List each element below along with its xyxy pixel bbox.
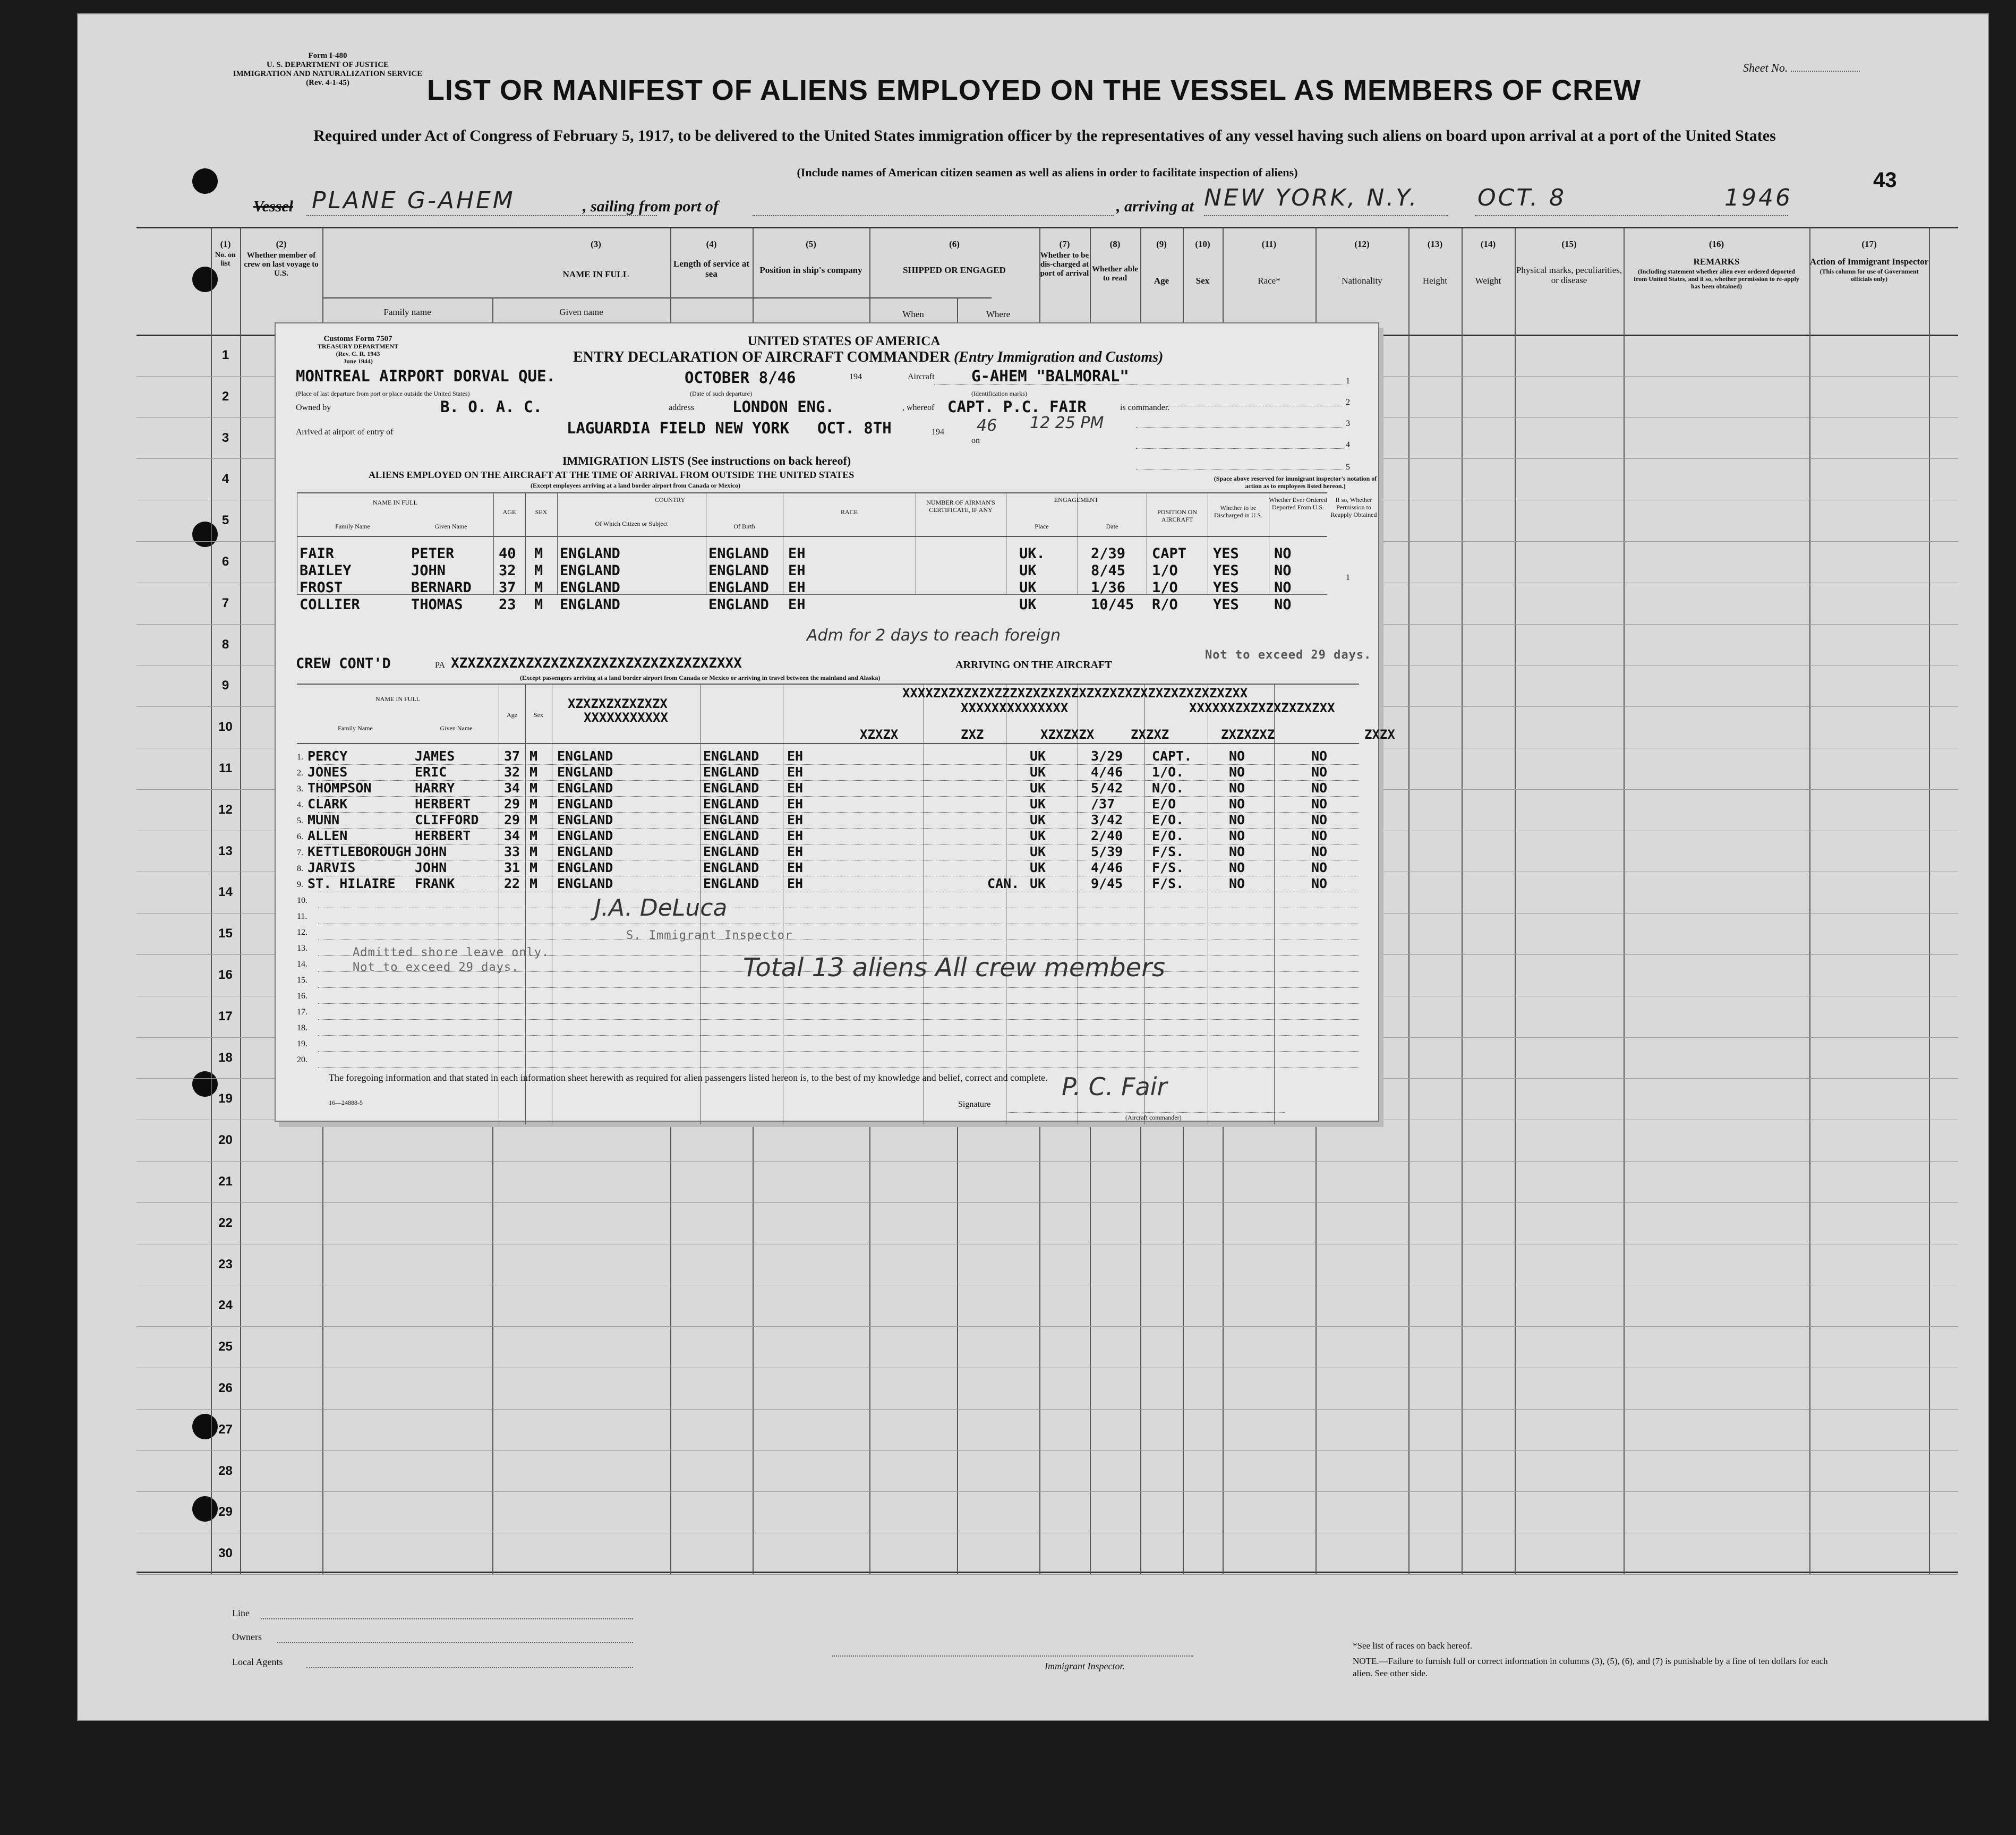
crew2-given: FRANK [415, 876, 455, 891]
crew1-race: EH [788, 596, 806, 613]
crew1-sex: M [534, 579, 543, 596]
crew2-row-number: 15. [297, 976, 307, 985]
certification-text: The foregoing information and that stated in each information sheet herewith as required for alien passengers listed hereon is, to the best of my knowledge and belief, correct and complete. [329, 1072, 1048, 1083]
footer-note: *See list of races on back hereof. NOTE.—Failure to furnish full or correct information in columns (3), (5), (6), and (7) is punishable by a fine of ten dollars for each alien. See other side. [1353, 1641, 1828, 1678]
col-4-header: (4) Length of service at sea [673, 239, 750, 279]
arrival-time: 12 25 PM [1030, 414, 1104, 432]
crew2-birth: ENGLAND [703, 796, 759, 812]
crew2-birth: ENGLAND [703, 860, 759, 875]
crew2-row-number: 3. [297, 784, 303, 793]
inspector-signature: J.A. DeLuca [594, 894, 728, 921]
form-title: LIST OR MANIFEST OF ALIENS EMPLOYED ON THE VESSEL AS MEMBERS OF CREW [426, 74, 1642, 106]
crew1-race: EH [788, 562, 806, 579]
owner-value: B. O. A. C. [440, 398, 543, 416]
crew2-c1: NO [1229, 876, 1245, 891]
crew1-sex: M [534, 562, 543, 579]
row-number: 9 [221, 678, 229, 693]
crew2-citizen: ENGLAND [557, 812, 613, 827]
when-header: When [902, 309, 924, 319]
arrival-date: OCT. 8TH [817, 419, 892, 437]
row-line [136, 1409, 1958, 1410]
crew2-row-number: 20. [297, 1055, 307, 1064]
sheet-number-label: Sheet No. [1743, 61, 1860, 75]
crew2-race: EH [787, 860, 804, 875]
crew2-race: EH [787, 812, 804, 827]
crew1-sex: M [534, 545, 543, 562]
crossed-line-5: XZXZXZXZXZXZX [568, 696, 668, 711]
where-header: Where [986, 309, 1011, 319]
crew2-c1: NO [1229, 748, 1245, 764]
crew2-family: JARVIS [307, 860, 356, 875]
crew2-given: JOHN [415, 860, 447, 875]
col-2-header: (2) Whether member of crew on last voyage to U.S. [244, 239, 319, 278]
stamp-shore-leave: Admitted shore leave only. [353, 946, 550, 959]
crew2-position: F/S. [1152, 860, 1184, 875]
crew2-age: 34 [504, 780, 520, 796]
arriving-value: NEW YORK, N.Y. [1204, 184, 1419, 211]
crew2-position: CAPT. [1152, 748, 1192, 764]
crew1-place: UK [1019, 579, 1037, 596]
crew2-age: 34 [504, 828, 520, 843]
crew2-family: THOMPSON [307, 780, 372, 796]
row-line [136, 1450, 1958, 1451]
row-line [136, 1161, 1958, 1162]
crew2-place: UK [1030, 796, 1046, 812]
crew2-sex: M [529, 780, 538, 796]
total-note: Total 13 aliens All crew members [743, 953, 1165, 983]
crew2-place: UK [1030, 860, 1046, 875]
aircraft-value: G-AHEM "BALMORAL" [971, 367, 1129, 385]
crew2-given: ERIC [415, 764, 447, 780]
crew2-c1: NO [1229, 828, 1245, 843]
crew2-row-number: 4. [297, 800, 303, 809]
crew2-citizen: ENGLAND [557, 764, 613, 780]
crew2-row-number: 17. [297, 1008, 307, 1017]
crew1-given: BERNARD [411, 579, 472, 596]
crossed-line-1: XZXZXZXZXZXZXZXZXZXZXZXZXZXZXZXZXXX [451, 655, 742, 671]
crew2-age: 29 [504, 812, 520, 827]
crew2-date: 4/46 [1091, 764, 1123, 780]
crew1-citizen: ENGLAND [560, 562, 620, 579]
col-1-header: (1) No. on list [215, 239, 236, 268]
crew2-c1: NO [1229, 764, 1245, 780]
crew2-date: 5/39 [1091, 844, 1123, 859]
crew2-race: EH [787, 764, 804, 780]
crew1-family: BAILEY [300, 562, 352, 579]
arrival-year-value: 1946 [1724, 184, 1792, 211]
col-6-header: (6) SHIPPED OR ENGAGED [903, 239, 1006, 275]
crew2-row-number: 12. [297, 928, 307, 937]
crew2-row-number: 6. [297, 832, 303, 841]
crew2-birth: ENGLAND [703, 876, 759, 891]
crew2-c1: NO [1229, 860, 1245, 875]
crew2-c2: NO [1311, 764, 1328, 780]
local-agents-label: Local Agents [232, 1657, 283, 1667]
row-number: 11 [218, 761, 233, 775]
crew2-age: 32 [504, 764, 520, 780]
crew2-row-line [318, 796, 1359, 797]
crew2-c2: NO [1311, 812, 1328, 827]
crew2-position: N/O. [1152, 780, 1184, 796]
row-number: 2 [221, 389, 229, 404]
crew2-row-line [318, 828, 1359, 829]
crew2-row-number: 9. [297, 880, 303, 889]
row-number: 6 [221, 554, 229, 569]
crew1-discharged: YES [1213, 562, 1239, 579]
crew2-row-number: 11. [297, 912, 307, 921]
page-number: 43 [1873, 168, 1897, 192]
punch-hole [192, 168, 218, 194]
owners-label: Owners [232, 1632, 262, 1642]
crew2-citizen: ENGLAND [557, 876, 613, 891]
crew2-c1: NO [1229, 780, 1245, 796]
crew2-extra: CAN. [987, 876, 1020, 891]
vessel-value: PLANE G-AHEM [312, 187, 515, 214]
row-number: 15 [218, 926, 233, 941]
row-number: 26 [218, 1380, 233, 1395]
crew1-deported: NO [1274, 545, 1292, 562]
row-number: 27 [218, 1422, 233, 1437]
crew2-row-number: 19. [297, 1039, 307, 1048]
crew2-c2: NO [1311, 844, 1328, 859]
crew2-place: UK [1030, 748, 1046, 764]
crew2-age: 31 [504, 860, 520, 875]
crew2-birth: ENGLAND [703, 844, 759, 859]
col-3-header: (3) NAME IN FULL [562, 239, 629, 279]
crew2-c1: NO [1229, 812, 1245, 827]
crew2-date: 2/40 [1091, 828, 1123, 843]
usa-header: UNITED STATES OF AMERICA [747, 334, 941, 348]
aliens-employed-title: ALIENS EMPLOYED ON THE AIRCRAFT AT THE TIME OF ARRIVAL FROM OUTSIDE THE UNITED STATES [369, 470, 855, 480]
col-11-header: (11) Race* [1258, 239, 1280, 286]
immigration-lists-title: IMMIGRATION LISTS (See instructions on back hereof) [562, 454, 851, 467]
row-number: 13 [218, 843, 233, 858]
crew2-row-line [318, 987, 1359, 988]
crew2-c2: NO [1311, 876, 1328, 891]
crew1-age: 23 [499, 596, 516, 613]
crew2-place: UK [1030, 876, 1046, 891]
crew2-row-number: 2. [297, 769, 303, 778]
row-number: 4 [221, 472, 229, 487]
crew1-age: 37 [499, 579, 516, 596]
commander-value: CAPT. P.C. FAIR [947, 398, 1087, 416]
crew2-row-number: 10. [297, 896, 307, 905]
entry-declaration-card: Customs Form 7507 TREASURY DEPARTMENT (Rev. C. R. 1943 June 1944) UNITED STATES OF AMERICA ENTRY DECLARATION OF AIRCRAFT COMMANDER (Entry Immigration and Customs) MONTREAL AIRPORT DORVAL QUE. OCTOBER 8/46 194 Aircraft G-AHEM "BALMORAL" (Place of last departure from port or place outside the United States) (Date of such departure) (Identification marks) Owned by B. O. A. C. address LONDON ENG. , whereof CAPT. P.C. FAIR is commander. Arrived at airport of entry of LAGUARDIA FIELD NEW YORK OCT. 8TH 194 46 on 12 25 PM IMMIGRATION LISTS (See instructions on back hereof) ALIENS EMPLOYED ON THE AIRCRAFT AT THE TIME OF ARRIVAL FROM OUTSIDE THE UNITED STATES (Except employees arriving at a land border airport from Canada or Mexico) 1 2 3 4 5 (Space above reserved for immigrant inspector's notation of action as to employees listed hereon.) NAME IN FULL Family Name Given Name AGE SEX COUNTRY Of Which Citizen or Subject Of Birth RACE NUMBER OF AIRMAN'S CERTIFICATE, IF ANY ENGAGEMENT Place Date POSITION ON AIRCRAFT Whether to be Discharged in U.S. Whether Ever Ordered Deported From U.S. If so, Whether Permission to Reapply Obtained FAIR PETER 40 M ENGLAND ENGLAND EH UK. 2/39 CAPT YES NO BAILEY JOHN 32 M ENGLAND ENGLAND EH UK 8/45 1/O YES NO FROST BERNARD 37 M ENGLAND ENGLAND EH UK 1/36 1/O YES NO COLLIER THOMAS 23 M ENGLAND ENGLAND EH UK 10/45 R/O YES NO 1 Adm for 2 days to reach foreign Not to exceed 29 days. CREW CONT'D PA XZXZXZXZXZXZXZXZXZXZXZXZXZXZXZXZXXX ARRIVING ON THE AIRCRAFT (Except passengers arriving at a land border airport from Canada or Mexico or arriving in travel between the mainland and Alaska) NAME IN FULL Family Name Given Name Age Sex XXXXZXZXZXZXZZZXZXZXZXZXZXZXZXZXZXZXZXZXZXZXX XXXXXXXXXXXXXX XXXXXXZXZXZXZXZXZXX XZXZXZXZXZXZX XXXXXXXXXXX XZXZX ZXZ XZXZXZX ZXZXZ ZXZXZXZ ZXZX 1. 2. 3. 4. 5. 6. 7. 8. 9. 10. 11. 12. 13. 14. 15. 16. 17. 18. 19. 20. PERCY JAMES 37 M ENGLAND ENGLAND EH UK 3/29 CAPT. NO NO JONES ERIC 32 M ENGLAND ENGLAND EH UK 4/46 1/O. NO NO THOMPSON HARRY 34 M ENGLAND ENGLAND EH UK 5/42 N/O. NO NO CLARK HERBERT 29 M ENGLAND ENGLAND EH UK /37 E/O NO NO MUNN CLIFFORD 29 M ENGLAND ENGLAND EH UK 3/42 E/O. NO NO ALLEN HERBERT 34 M ENGLAND ENGLAND EH UK 2/40 E/O. NO NO KETTLEBOROUGH JOHN 33 M ENGLAND ENGLAND EH UK 5/39 F/S. NO NO JARVIS JOHN 31 M ENGLAND ENGLAND EH UK 4/46 F/S. NO NO ST. HILAIRE FRANK 22 M ENGLAND ENGLAND EH CAN. UK 9/45 F/S. NO NO J.A. DeLuca S. Immigrant Inspector Admitted shore leave only. Not to exceed 29 days. Total 13 aliens All crew members The foregoing information and that stated in each information sheet herewith as required for alien passengers listed hereon is, to the best of my knowledge and belief, correct and complete. 16—24888-5 Signature P. C. Fair (Aircraft commander) [275, 322, 1379, 1122]
crew2-family: CLARK [307, 796, 348, 812]
crew2-row-number: 5. [297, 816, 303, 825]
crew2-race: EH [787, 844, 804, 859]
crew1-place: UK. [1019, 545, 1045, 562]
row-number: 20 [218, 1133, 233, 1148]
crew1-deported: NO [1274, 562, 1292, 579]
row-line [136, 1326, 1958, 1327]
row-number: 1 [221, 347, 229, 362]
crew2-citizen: ENGLAND [557, 796, 613, 812]
crew2-given: HERBERT [415, 828, 471, 843]
crew1-given: JOHN [411, 562, 446, 579]
row-line [136, 1491, 1958, 1492]
crew2-date: /37 [1091, 796, 1115, 812]
row-number: 8 [221, 637, 229, 652]
crew2-race: EH [787, 748, 804, 764]
row-number: 19 [218, 1091, 233, 1106]
crew2-place: UK [1030, 764, 1046, 780]
crew2-place: UK [1030, 828, 1046, 843]
stamp-29-days: Not to exceed 29 days. [1205, 648, 1372, 662]
crew2-position: F/S. [1152, 844, 1184, 859]
crew2-c2: NO [1311, 796, 1328, 812]
crew2-row-line [318, 764, 1359, 765]
crew2-sex: M [529, 764, 538, 780]
crew1-position: 1/O [1152, 579, 1178, 596]
arriving-label: , arriving at [1116, 198, 1194, 215]
crew2-sex: M [529, 748, 538, 764]
crew-contd-label: CREW CONT'D [296, 655, 391, 672]
crew1-family: FAIR [300, 545, 335, 562]
crew1-discharged: YES [1213, 545, 1239, 562]
crew2-family: MUNN [307, 812, 340, 827]
crew2-age: 29 [504, 796, 520, 812]
vessel-label: Vessel [253, 198, 293, 215]
crew1-given: THOMAS [411, 596, 463, 613]
crossed-line-6: XXXXXXXXXXX [584, 710, 668, 725]
row-number: 3 [221, 430, 229, 445]
crew2-place: UK [1030, 780, 1046, 796]
crew1-citizen: ENGLAND [560, 545, 620, 562]
crew1-sex: M [534, 596, 543, 613]
crew1-deported: NO [1274, 579, 1292, 596]
crew2-row-number: 16. [297, 992, 307, 1001]
stamp-not-exceed: Not to exceed 29 days. [353, 961, 519, 974]
crew2-family: JONES [307, 764, 348, 780]
col-9-header: (9) Age [1154, 239, 1169, 286]
row-number: 25 [218, 1339, 233, 1354]
col-15-header: (15) Physical marks, peculiarities, or disease [1516, 239, 1622, 285]
row-number: 7 [221, 595, 229, 610]
row-number: 14 [218, 885, 233, 900]
crew2-birth: ENGLAND [703, 828, 759, 843]
crew1-birth: ENGLAND [708, 545, 769, 562]
crew2-race: EH [787, 780, 804, 796]
crew1-age: 40 [499, 545, 516, 562]
crew1-citizen: ENGLAND [560, 596, 620, 613]
crew2-race: EH [787, 876, 804, 891]
crew2-date: 3/42 [1091, 812, 1123, 827]
crew2-row-number: 7. [297, 848, 303, 857]
crew2-position: E/O. [1152, 828, 1184, 843]
crew1-position: CAPT [1152, 545, 1187, 562]
crew1-given: PETER [411, 545, 455, 562]
crew2-family: ALLEN [307, 828, 348, 843]
form-subtitle: Required under Act of Congress of February 5, 1917, to be delivered to the United States immigration officer by the representatives of any vessel having such aliens on board upon arrival at a port of the United States [313, 127, 1776, 144]
crew2-sex: M [529, 796, 538, 812]
crew2-family: ST. HILAIRE [307, 876, 396, 891]
crew1-family: FROST [300, 579, 343, 596]
row-number: 17 [218, 1009, 233, 1023]
crew2-row-line [318, 1035, 1359, 1036]
address-value: LONDON ENG. [732, 398, 835, 416]
col-17-header: (17) Action of Immigrant Inspector (This column for use of Government officials only) [1809, 239, 1929, 283]
crew1-family: COLLIER [300, 596, 360, 613]
crew2-date: 3/29 [1091, 748, 1123, 764]
crew2-sex: M [529, 876, 538, 891]
crew2-given: JOHN [415, 844, 447, 859]
form-identifier: Form I-480 U. S. DEPARTMENT OF JUSTICE IMMIGRATION AND NATURALIZATION SERVICE (Rev. 4-1-45) [233, 52, 423, 87]
row-number: 16 [218, 967, 233, 982]
commander-signature: P. C. Fair [1062, 1072, 1167, 1101]
crew2-sex: M [529, 860, 538, 875]
crew1-race: EH [788, 579, 806, 596]
crew2-family: KETTLEBOROUGH [307, 844, 412, 859]
crew1-date: 8/45 [1091, 562, 1126, 579]
crew1-birth: ENGLAND [708, 579, 769, 596]
crew2-row-line [318, 1067, 1359, 1068]
crew2-date: 4/46 [1091, 860, 1123, 875]
crew2-citizen: ENGLAND [557, 748, 613, 764]
crew2-row-line [318, 1051, 1359, 1052]
crew2-family: PERCY [307, 748, 348, 764]
row-line [136, 1574, 1958, 1575]
departure-value: MONTREAL AIRPORT DORVAL QUE. [296, 367, 556, 385]
crew2-date: 5/42 [1091, 780, 1123, 796]
crew2-c2: NO [1311, 780, 1328, 796]
row-number: 18 [218, 1050, 233, 1065]
col-5-header: (5) Position in ship's company [759, 239, 862, 275]
crossed-line-3: XXXXXXXXXXXXXX [961, 701, 1069, 715]
crew2-date: 9/45 [1091, 876, 1123, 891]
immigrant-inspector-label: Immigrant Inspector. [1045, 1661, 1125, 1671]
crew2-given: CLIFFORD [415, 812, 479, 827]
include-note: (Include names of American citizen seamen as well as aliens in order to facilitate inspection of aliens) [797, 166, 1298, 179]
crew2-sex: M [529, 812, 538, 827]
crew2-c2: NO [1311, 748, 1328, 764]
crew1-place: UK [1019, 596, 1037, 613]
crew2-citizen: ENGLAND [557, 860, 613, 875]
crew2-place: UK [1030, 844, 1046, 859]
row-line [136, 1202, 1958, 1203]
crew2-row-line [318, 1019, 1359, 1020]
crew1-date: 10/45 [1091, 596, 1134, 613]
row-number: 22 [218, 1215, 233, 1230]
crew2-birth: ENGLAND [703, 748, 759, 764]
col-13-header: (13) Height [1422, 239, 1448, 286]
crew1-citizen: ENGLAND [560, 579, 620, 596]
crew2-birth: ENGLAND [703, 764, 759, 780]
crew2-row-number: 1. [297, 753, 303, 762]
crew2-age: 37 [504, 748, 520, 764]
crew2-position: 1/O. [1152, 764, 1184, 780]
line-label: Line [232, 1608, 250, 1618]
crew2-row-number: 14. [297, 960, 307, 969]
customs-form-id: Customs Form 7507 TREASURY DEPARTMENT (Rev. C. R. 1943 June 1944) [317, 335, 399, 365]
crew1-birth: ENGLAND [708, 562, 769, 579]
row-number: 24 [218, 1298, 233, 1313]
crew2-citizen: ENGLAND [557, 844, 613, 859]
crew2-row-number: 8. [297, 864, 303, 873]
declaration-title: ENTRY DECLARATION OF AIRCRAFT COMMANDER (Entry Immigration and Customs) [573, 349, 1164, 365]
crew2-given: HERBERT [415, 796, 471, 812]
crew1-date: 1/36 [1091, 579, 1126, 596]
crew2-given: JAMES [415, 748, 455, 764]
crew2-race: EH [787, 796, 804, 812]
crew1-date: 2/39 [1091, 545, 1126, 562]
crew2-birth: ENGLAND [703, 780, 759, 796]
row-number: 23 [218, 1257, 233, 1271]
crew2-place: UK [1030, 812, 1046, 827]
row-number: 21 [218, 1174, 233, 1189]
crossed-line-4: XXXXXXZXZXZXZXZXZXX [1189, 701, 1335, 715]
crew2-c1: NO [1229, 844, 1245, 859]
crew2-sex: M [529, 844, 538, 859]
arrival-airport: LAGUARDIA FIELD NEW YORK [567, 419, 790, 437]
given-name-header: Given name [559, 307, 603, 317]
crew2-position: E/O. [1152, 812, 1184, 827]
manifest-page [77, 13, 1989, 1721]
handwritten-admit-note: Adm for 2 days to reach foreign [807, 626, 1061, 645]
crew1-place: UK [1019, 562, 1037, 579]
col-10-header: (10) Sex [1195, 239, 1210, 286]
row-number: 29 [218, 1505, 233, 1520]
crew1-position: 1/O [1152, 562, 1178, 579]
crew1-discharged: YES [1213, 579, 1239, 596]
crew1-discharged: YES [1213, 596, 1239, 613]
crew2-row-line [318, 1003, 1359, 1004]
arrival-date-value: OCT. 8 [1477, 184, 1566, 211]
crew2-c2: NO [1311, 828, 1328, 843]
crew2-race: EH [787, 828, 804, 843]
crew2-c1: NO [1229, 796, 1245, 812]
row-number: 5 [221, 513, 229, 528]
sailing-label: , sailing from port of [583, 198, 719, 215]
col-12-header: (12) Nationality [1342, 239, 1382, 286]
crew2-position: E/O [1152, 796, 1176, 812]
crew2-sex: M [529, 828, 538, 843]
crew2-row-number: 13. [297, 944, 307, 953]
crew2-c2: NO [1311, 860, 1328, 875]
crew2-row-number: 18. [297, 1023, 307, 1032]
crew2-birth: ENGLAND [703, 812, 759, 827]
crew1-birth: ENGLAND [708, 596, 769, 613]
crew1-race: EH [788, 545, 806, 562]
row-number: 12 [218, 802, 233, 817]
crew2-position: F/S. [1152, 876, 1184, 891]
crew1-age: 32 [499, 562, 516, 579]
crew2-age: 33 [504, 844, 520, 859]
crossed-line-2: XXXXZXZXZXZXZZZXZXZXZXZXZXZXZXZXZXZXZXZXZXZXX [902, 686, 1248, 701]
row-number: 10 [218, 720, 233, 735]
crew2-citizen: ENGLAND [557, 780, 613, 796]
crew1-deported: NO [1274, 596, 1292, 613]
crew1-position: R/O [1152, 596, 1178, 613]
row-number: 28 [218, 1463, 233, 1478]
col-8-header: (8) Whether able to read [1092, 239, 1138, 283]
family-name-header: Family name [383, 307, 431, 317]
col-16-header: (16) REMARKS (Including statement whether alien ever ordered deported from United States, and if so, whether permission to re-apply has been obtained) [1634, 239, 1799, 290]
crew2-citizen: ENGLAND [557, 828, 613, 843]
col-14-header: (14) Weight [1475, 239, 1501, 286]
crew2-given: HARRY [415, 780, 455, 796]
row-number: 30 [218, 1546, 233, 1561]
crew2-age: 22 [504, 876, 520, 891]
departure-date: OCTOBER 8/46 [685, 369, 796, 387]
col-7-header: (7) Whether to be dis-charged at port of arrival [1040, 239, 1089, 278]
crew2-row-line [318, 780, 1359, 781]
